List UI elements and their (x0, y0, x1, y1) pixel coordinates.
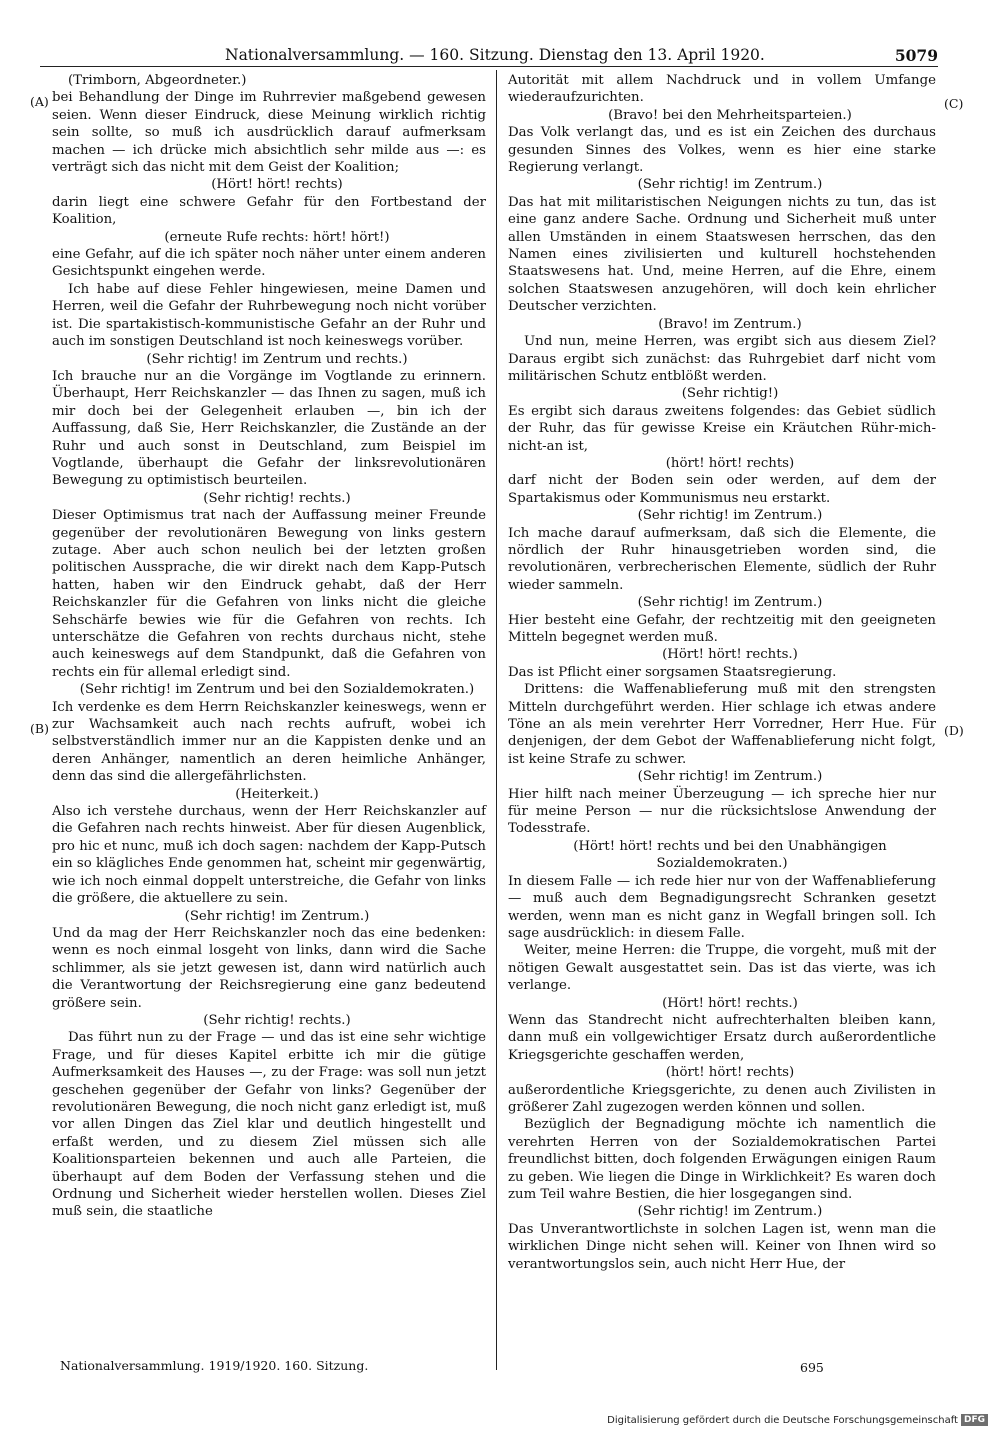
paragraph: Drittens: die Waffenablieferung muß mit den strengsten Mitteln durchgeführt werden. Hier schlage ich etwas andere Töne an als mein verehrter Herr Vorredner, Herr Hue. Für denjenigen, der dem Gebot der Waffenablieferung nicht folgt, ist keine Strafe zu schwer. (508, 682, 936, 767)
paragraph: Und nun, meine Herren, was ergibt sich aus diesem Ziel? Daraus ergibt sich zunächst: das Ruhrgebiet darf nicht vom militärischen Schutz entblößt werden. (508, 334, 936, 384)
paragraph: Bezüglich der Begnadigung möchte ich namentlich die verehrten Herren von der Sozialdemokratischen Partei freundlichst bitten, doch folgenden Erwägungen einigen Raum zu geben. Wie liegen die Dinge in Wirklichkeit? Es waren doch zum Teil wahre Bestien, die hier losgegangen sind. (508, 1117, 936, 1202)
margin-mark-a: (A) (30, 94, 49, 109)
paragraph: Das führt nun zu der Frage — und das ist eine sehr wichtige Frage, und für dieses Kapitel erbitte ich mir die gütige Aufmerksamkeit des Hauses —, zu der Frage: was soll nun jetzt geschehen gegenüber der Gefahr von links? Gegenüber der revolutionären Bewegung, die noch nicht ganz erledigt ist, muß vor allen Dingen das Ziel klar und deutlich hingestellt und erfaßt werden, und zu diesem Ziel müssen sich alle Koalitionsparteien bekennen und auch alle Parteien, die überhaupt auf dem Boden der Verfassung stehen und die Ordnung und Sicherheit wieder herstellen wollen. Dieses Ziel muß sein, die staatliche (52, 1030, 486, 1220)
interjection: (erneute Rufe rechts: hört! hört!) (164, 229, 390, 245)
running-header (40, 44, 938, 67)
paragraph: Ich mache darauf aufmerksam, daß sich die Elemente, die nördlich der Ruhr hinausgetrieben worden sind, die revolutionären, verbrecherischen Elemente, südlich der Ruhr wieder sammeln. (508, 525, 936, 593)
interjection: (Sehr richtig! im Zentrum.) (637, 1204, 823, 1220)
interjection: (hört! hört! rechts) (665, 1065, 795, 1081)
column-divider (496, 70, 497, 1370)
paragraph: eine Gefahr, auf die ich später noch näher unter einem anderen Gesichtspunkt eingehen werde. (52, 247, 486, 280)
page-number: 5079 (894, 46, 938, 65)
footer-session-info: Nationalversammlung. 1919/1920. 160. Sitzung. (60, 1358, 369, 1373)
right-column (508, 72, 936, 1273)
paragraph: Hier besteht eine Gefahr, der rechtzeitig mit den geeigneten Mitteln begegnet werden muß. (508, 612, 936, 645)
interjection: (Sehr richtig! im Zentrum und rechts.) (146, 351, 408, 367)
paragraph: Das hat mit militaristischen Neigungen nichts zu tun, das ist eine ganz andere Sache. Ordnung und Sicherheit muß unter allen Umständen in einem Staatswesen herrschen, das den Namen eines zivilisierten und kulturell hochstehenden Staatswesens hat. Und, meine Herren, auf die Ehre, einem solchen Staatswesen anzugehören, will doch kein ehrlicher Deutscher verzichten. (508, 194, 936, 315)
header-title: Nationalversammlung. — 160. Sitzung. Dienstag den 13. April 1920. (225, 46, 765, 64)
paragraph: darf nicht der Boden sein oder werden, auf dem der Spartakismus oder Kommunismus neu erstarkt. (508, 473, 936, 506)
interjection: (Heiterkeit.) (235, 786, 319, 802)
margin-mark-b: (B) (30, 721, 49, 736)
paragraph: außerordentliche Kriegsgerichte, zu denen auch Zivilisten in größerer Zahl zugezogen werden können und sollen. (508, 1082, 936, 1115)
interjection: (Hört! hört! rechts.) (662, 995, 798, 1011)
margin-mark-d: (D) (944, 723, 964, 738)
interjection: (Sehr richtig! im Zentrum und bei den Sozialdemokraten.) (79, 682, 475, 698)
interjection: (Bravo! im Zentrum.) (658, 316, 802, 332)
funding-text: Digitalisierung gefördert durch die Deutsche Forschungsgemeinschaft (607, 1414, 958, 1426)
interjection: (hört! hört! rechts) (665, 455, 795, 471)
paragraph: Ich habe auf diese Fehler hingewiesen, meine Damen und Herren, weil die Gefahr der Ruhrbewegung noch nicht vorüber ist. Die spartakistisch-kommunistische Gefahr an der Ruhr und auch im sonstigen Deutschland ist noch keineswegs vorüber. (52, 281, 486, 350)
interjection: (Bravo! bei den Mehrheitsparteien.) (608, 107, 852, 123)
paragraph: Hier hilft nach meiner Überzeugung — ich spreche hier nur für meine Person — nur die rücksichtslose Anwendung der Todesstrafe. (508, 786, 936, 837)
paragraph: Wenn das Standrecht nicht aufrechterhalten bleiben kann, dann muß ein vollgewichtiger Ersatz durch außerordentliche Kriegsgerichte geschaffen werden, (508, 1012, 936, 1063)
interjection: (Sehr richtig! im Zentrum.) (637, 508, 823, 524)
interjection: (Hört! hört! rechts und bei den Unabhängigen Sozialdemokraten.) (573, 838, 887, 872)
interjection: (Hört! hört! rechts) (211, 177, 343, 193)
paragraph: Es ergibt sich daraus zweitens folgendes: das Gebiet südlich der Ruhr, das für gewisse Kreise ein Kräutchen Rühr-mich-nicht-an ist, (508, 403, 936, 454)
speaker-label: (Trimborn, Abgeordneter.) (67, 73, 247, 88)
interjection: (Sehr richtig! im Zentrum.) (637, 595, 823, 611)
margin-mark-c: (C) (944, 96, 964, 111)
paragraph: Das Unverantwortlichste in solchen Lagen ist, wenn man die wirklichen Dinge nicht sehen will. Keiner von Ihnen wird so verantwortungslos sein, auch nicht Herr Hue, der (508, 1221, 936, 1272)
left-column (52, 72, 486, 1221)
paragraph: Also ich verstehe durchaus, wenn der Herr Reichskanzler auf die Gefahren nach rechts hinweist. Aber für diesen Augenblick, pro hic et nunc, muß ich doch sagen: nachdem der Kapp-Putsch ein so klägliches Ende genommen hat, scheint mir gegenwärtig, wie ich noch einmal doppelt unterstreiche, die Gefahr von links die größere, die aktuellere zu sein. (52, 804, 487, 907)
interjection: (Sehr richtig! rechts.) (203, 1012, 351, 1028)
paragraph: bei Behandlung der Dinge im Ruhrrevier maßgebend gewesen seien. Wenn dieser Eindruck, diese Meinung wirklich richtig sein sollte, so muß ich ausdrücklich darauf aufmerksam machen — ich drücke mich absichtlich sehr milde aus —: es verträgt sich das nicht mit dem Geist der Koalition; (52, 90, 486, 176)
paragraph: Dieser Optimismus trat nach der Auffassung meiner Freunde gegenüber der revolutionären Bewegung von links gestern zutage. Aber auch schon neulich bei der letzten großen politischen Aussprache, die wir direkt nach dem Kapp-Putsch hatten, haben wir den Eindruck gehabt, daß der Herr Reichskanzler für die Gefahren von links nicht die gleiche Sehschärfe bewies wie für die Gefahren von rechts. Ich unterschätze die Gefahren von rechts durchaus nicht, stehe auch keineswegs auf dem Standpunkt, daß die Gefahren von rechts ein für allemal erledigt sind. (52, 508, 486, 680)
interjection: (Sehr richtig! im Zentrum.) (184, 908, 370, 924)
interjection: (Sehr richtig! rechts.) (203, 490, 351, 506)
paragraph: darin liegt eine schwere Gefahr für den Fortbestand der Koalition, (52, 194, 486, 228)
paragraph: Ich brauche nur an die Vorgänge im Vogtlande zu erinnern. Überhaupt, Herr Reichskanzler — das Ihnen zu sagen, muß ich mir doch bei der Gelegenheit erlauben —, bin ich der Auffassung, daß Sie, Herr Reichskanzler, die Zustände an der Ruhr und auch sonst in Deutschland, zum Beispiel im Vogtlande, überhaupt die Gefahr der linksrevolutionären Bewegung zu optimistisch beurteilen. (52, 368, 486, 489)
paragraph: Ich verdenke es dem Herrn Reichskanzler keineswegs, wenn er zur Wachsamkeit auch nach rechts aufruft, wobei ich selbstverständlich immer nur an die Kappisten denke und an deren Anhänger, namentlich an deren heimliche Anhänger, denn das sind die allergefährlichsten. (52, 699, 486, 785)
paragraph: Und da mag der Herr Reichskanzler noch das eine bedenken: wenn es noch einmal losgeht von links, dann wird die Sache schlimmer, als sie jetzt gewesen ist, dann wird natürlich auch die Verantwortung der Reichsregierung eine ganz bedeutend größere sein. (52, 925, 486, 1011)
paragraph: Weiter, meine Herren: die Truppe, die vorgeht, muß mit der nötigen Gewalt ausgestattet sein. Das ist das vierte, was ich verlange. (508, 943, 936, 994)
paragraph: In diesem Falle — ich rede hier nur von der Waffenablieferung — muß auch dem Begnadigungsrecht Schranken gesetzt werden, wenn man es nicht ganz in Wegfall bringen soll. Ich sage ausdrücklich: in diesem Falle. (508, 873, 936, 941)
interjection: (Sehr richtig!) (681, 386, 779, 402)
dfg-logo: DFG (961, 1414, 988, 1426)
footer-page-number: 695 (800, 1360, 824, 1375)
interjection: (Sehr richtig! im Zentrum.) (637, 769, 823, 785)
interjection: (Sehr richtig! im Zentrum.) (637, 177, 823, 193)
paragraph: Das Volk verlangt das, und es ist ein Zeichen des durchaus gesunden Sinnes des Volkes, wenn es hier eine starke Regierung verlangt. (508, 125, 936, 176)
paragraph: Autorität mit allem Nachdruck und in vollem Umfange wiederaufzurichten. (508, 73, 936, 106)
paragraph: Das ist Pflicht einer sorgsamen Staatsregierung. (508, 664, 837, 680)
interjection: (Hört! hört! rechts.) (662, 647, 798, 663)
funding-note (607, 1414, 988, 1426)
